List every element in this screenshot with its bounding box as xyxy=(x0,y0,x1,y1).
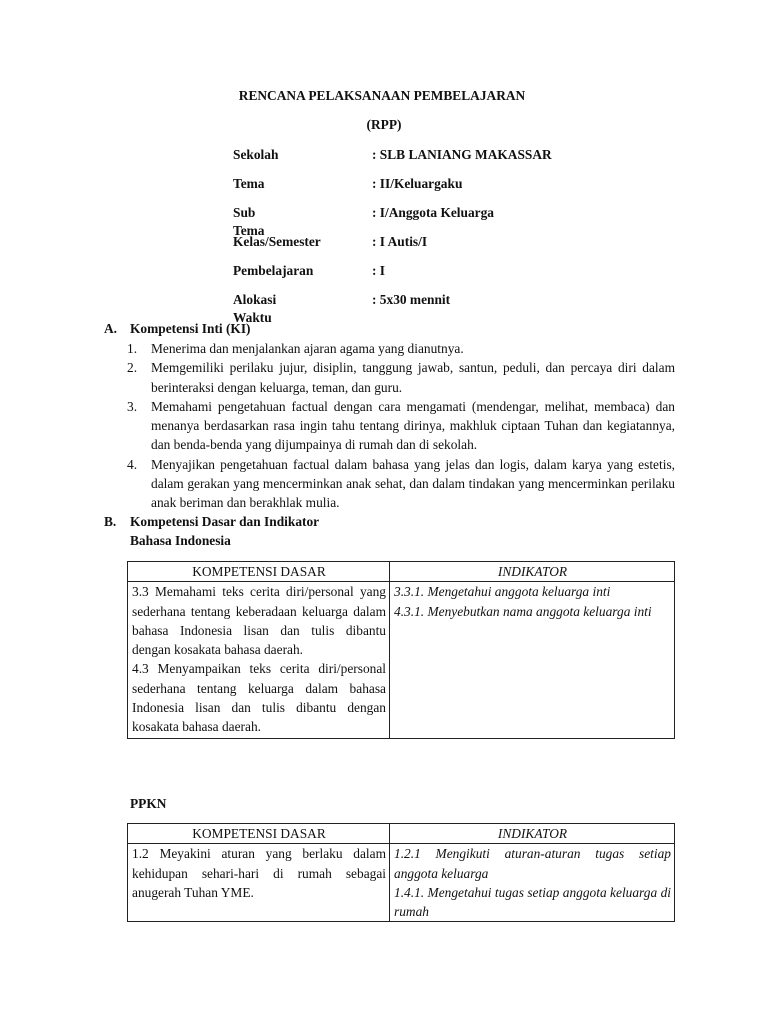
indicator-item: 3.3.1. Mengetahui anggota keluarga inti xyxy=(394,584,611,600)
subject-heading-bahasa: Bahasa Indonesia xyxy=(130,533,231,548)
list-number: 3. xyxy=(127,398,138,414)
info-value: : I xyxy=(372,263,386,278)
info-label: Tema xyxy=(233,176,265,191)
section-title: Kompetensi Inti (KI) xyxy=(130,321,251,336)
info-value: : II/Keluargaku xyxy=(372,176,463,191)
column-header-indikator: INDIKATOR xyxy=(390,824,675,844)
column-header-indikator: INDIKATOR xyxy=(390,562,675,582)
section-letter: A. xyxy=(104,321,118,336)
list-item xyxy=(127,358,675,397)
table-header-row xyxy=(128,824,675,844)
kd-item: 1.2 Meyakini aturan yang berlaku dalam kehidupan sehari-hari di rumah sebagai anugerah Tuhan YME. xyxy=(132,846,386,900)
info-value: : I Autis/I xyxy=(372,234,428,249)
table-cell-indikator xyxy=(390,844,675,922)
column-header-kd: KOMPETENSI DASAR xyxy=(128,562,390,582)
list-text: Menyajikan pengetahuan factual dalam bahasa yang jelas dan logis, dalam karya yang estetis, dalam gerakan yang mencerminkan anak sehat, dan dalam tindakan yang mencerminkan perilaku anak beriman dan berakhlak mulia. xyxy=(151,456,675,511)
info-label: Pembelajaran xyxy=(233,263,314,278)
list-number: 1. xyxy=(127,341,138,356)
document-subtitle: (RPP) xyxy=(366,117,402,132)
list-item xyxy=(127,339,675,358)
section-letter: B. xyxy=(104,514,117,529)
list-number: 2. xyxy=(127,360,138,376)
table-row xyxy=(128,582,675,738)
document-title: RENCANA PELAKSANAAN PEMBELAJARAN xyxy=(238,88,526,103)
section-title: Kompetensi Dasar dan Indikator xyxy=(130,514,320,529)
list-item xyxy=(127,397,675,455)
table-header-row xyxy=(128,562,675,582)
table-cell-kd xyxy=(128,582,390,738)
table-ppkn xyxy=(127,823,675,922)
indicator-item: 1.2.1 Mengikuti aturan-aturan tugas setiap anggota keluarga xyxy=(394,846,671,881)
list-item xyxy=(127,455,675,513)
indicator-item: 4.3.1. Menyebutkan nama anggota keluarga inti xyxy=(394,603,652,619)
list-number: 4. xyxy=(127,456,138,472)
table-row xyxy=(128,844,675,922)
subject-heading-ppkn: PPKN xyxy=(130,796,167,811)
list-text: Menerima dan menjalankan ajaran agama yang dianutnya. xyxy=(151,341,464,356)
table-bahasa-indonesia xyxy=(127,561,675,739)
info-label: Alokasi Waktu xyxy=(233,292,277,325)
indicator-item: 1.4.1. Mengetahui tugas setiap anggota keluarga di rumah xyxy=(394,884,671,920)
table-cell-indikator xyxy=(390,582,675,738)
info-label: Sub Tema xyxy=(233,205,265,238)
kd-item: 3.3 Memahami teks cerita diri/personal yang sederhana tentang keberadaan keluarga dalam bahasa Indonesia lisan dan tulis dibantu dengan kosakata bahasa daerah. xyxy=(132,584,386,658)
info-label: Kelas/Semester xyxy=(233,234,321,249)
kd-item: 4.3 Menyampaikan teks cerita diri/personal sederhana tentang keluarga dalam bahasa Indonesia lisan dan tulis dibantu dengan kosakata bahasa daerah. xyxy=(132,661,386,735)
kompetensi-inti-list xyxy=(127,339,675,513)
info-value: : I/Anggota Keluarga xyxy=(372,205,494,220)
table-cell-kd xyxy=(128,844,390,922)
list-text: Memgemiliki perilaku jujur, disiplin, tanggung jawab, santun, peduli, dan percaya diri dalam berinteraksi dengan keluarga, teman, dan guru. xyxy=(151,360,675,395)
info-value: : SLB LANIANG MAKASSAR xyxy=(372,147,552,162)
info-label: Sekolah xyxy=(233,147,279,162)
column-header-kd: KOMPETENSI DASAR xyxy=(128,824,390,844)
info-value: : 5x30 mennit xyxy=(372,292,451,307)
list-text: Memahami pengetahuan factual dengan cara mengamati (mendengar, melihat, membaca) dan menanya berdasarkan rasa ingin tahu tentang dirinya, makhluk ciptaan Tuhan dan kegiatannya, dan benda-benda yang dijumpainya di rumah dan di sekolah. xyxy=(151,398,675,453)
